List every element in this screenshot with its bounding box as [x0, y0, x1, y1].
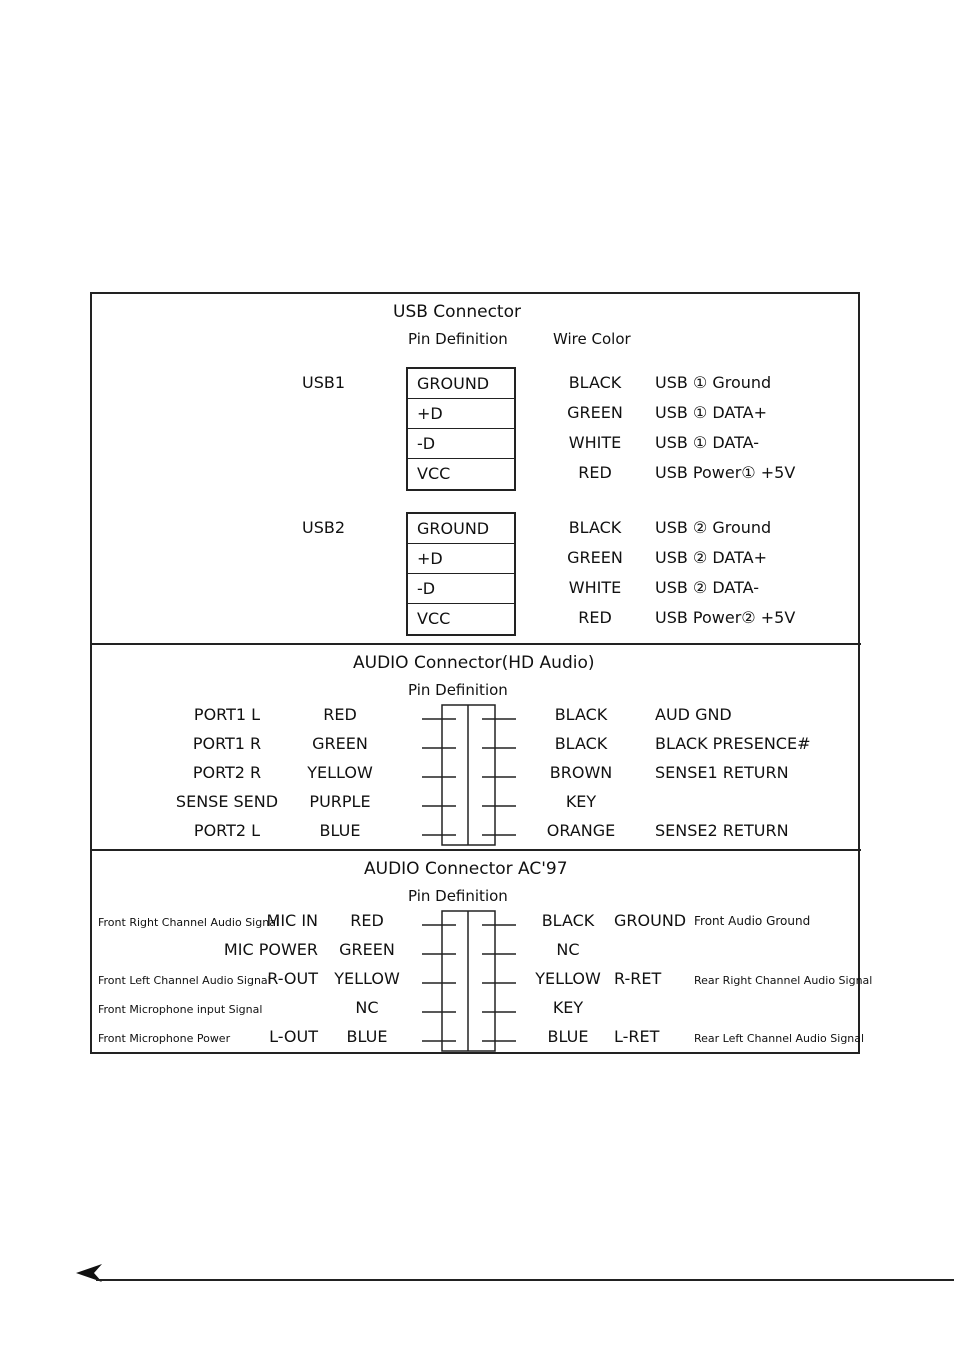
usb-pin-description: USB ② DATA-: [655, 578, 759, 597]
hd-audio-left-color: BLUE: [319, 821, 361, 840]
hd-audio-right-color: BLACK: [554, 705, 608, 724]
usb-pin-box: [406, 367, 516, 491]
back-arrow-icon: [76, 1264, 106, 1284]
hd-audio-right-signal: SENSE1 RETURN: [655, 763, 789, 782]
usb-pin-description: USB ① DATA+: [655, 403, 767, 422]
usb-pin-description: USB Power① +5V: [655, 463, 796, 482]
hd-audio-right-color: ORANGE: [546, 821, 616, 840]
ac97-right-signal: R-RET: [614, 969, 662, 988]
usb-pin-cell: -D: [408, 574, 514, 604]
ac97-left-description: Front Right Channel Audio Signal: [98, 916, 279, 929]
ac97-left-color: YELLOW: [334, 969, 400, 988]
usb-pin-cell: GROUND: [408, 514, 514, 544]
usb-wire-color: GREEN: [567, 403, 623, 422]
ac97-right-description: Front Audio Ground: [694, 914, 811, 928]
hd-audio-title: AUDIO Connector(HD Audio): [353, 653, 595, 673]
ac97-right-color: YELLOW: [535, 969, 601, 988]
usb-pin-description: USB Power② +5V: [655, 608, 796, 627]
usb-title: USB Connector: [393, 302, 521, 322]
ac97-title: AUDIO Connector AC'97: [364, 859, 568, 879]
usb-wire-color: BLACK: [568, 373, 622, 392]
usb-pin-cell: -D: [408, 429, 514, 459]
section-divider: [90, 643, 861, 645]
hd-audio-right-color: BLACK: [554, 734, 608, 753]
usb-pin-description: USB ② Ground: [655, 518, 772, 537]
ac97-left-signal: MIC IN: [266, 911, 318, 930]
ac97-right-signal: L-RET: [614, 1027, 660, 1046]
hd-audio-pin-definition-label: Pin Definition: [408, 681, 508, 699]
ac97-left-color: RED: [350, 911, 384, 930]
ac97-pin-definition-label: Pin Definition: [408, 887, 508, 905]
ac97-left-signal: L-OUT: [269, 1027, 318, 1046]
hd-audio-right-signal: SENSE2 RETURN: [655, 821, 789, 840]
usb-wire-color: WHITE: [568, 578, 622, 597]
usb-pin-description: USB ① Ground: [655, 373, 772, 392]
usb-wire-color-label: Wire Color: [553, 330, 631, 348]
ac97-left-description: Front Microphone Power: [98, 1032, 231, 1045]
hd-audio-left-signal: PORT1 R: [192, 734, 262, 753]
usb-pin-cell: +D: [408, 544, 514, 574]
hd-audio-left-signal: PORT2 R: [192, 763, 262, 782]
section-divider: [90, 849, 861, 851]
usb-pin-description: USB ② DATA+: [655, 548, 767, 567]
ac97-right-description: Rear Right Channel Audio Signal: [694, 974, 873, 987]
ac97-right-color: NC: [556, 940, 580, 959]
ac97-left-description: Front Left Channel Audio Signal: [98, 974, 271, 987]
ac97-left-color: NC: [355, 998, 379, 1017]
ac97-left-signal: R-OUT: [267, 969, 318, 988]
hd-audio-left-color: GREEN: [312, 734, 368, 753]
ac97-right-signal: GROUND: [614, 911, 687, 930]
usb-pin-cell: VCC: [417, 464, 451, 483]
hd-audio-right-signal: BLACK PRESENCE#: [655, 734, 811, 753]
usb-wire-color: BLACK: [568, 518, 622, 537]
usb-connector-label: USB1: [302, 373, 346, 392]
hd-audio-left-signal: SENSE SEND: [175, 792, 279, 811]
hd-audio-left-signal: PORT1 L: [193, 705, 261, 724]
usb-wire-color: WHITE: [568, 433, 622, 452]
ac97-right-color: BLACK: [541, 911, 595, 930]
usb-wire-color: RED: [578, 463, 612, 482]
ac97-left-signal: MIC POWER: [223, 940, 318, 959]
hd-audio-right-signal: AUD GND: [655, 705, 732, 724]
hd-audio-left-signal: PORT2 L: [193, 821, 261, 840]
ac97-left-color: BLUE: [346, 1027, 388, 1046]
usb-pin-description: USB ① DATA-: [655, 433, 759, 452]
footer-rule: [96, 1279, 954, 1281]
ac97-left-description: Front Microphone input Signal: [98, 1003, 263, 1016]
usb-pin-cell: +D: [408, 399, 514, 429]
ac97-left-color: GREEN: [339, 940, 395, 959]
usb-pin-cell: VCC: [417, 609, 451, 628]
usb-pin-definition-label: Pin Definition: [408, 330, 508, 348]
ac97-right-color: BLUE: [547, 1027, 589, 1046]
hd-audio-left-color: PURPLE: [309, 792, 371, 811]
usb-connector-label: USB2: [302, 518, 346, 537]
hd-audio-left-color: YELLOW: [307, 763, 373, 782]
usb-pin-box: [406, 512, 516, 636]
ac97-right-description: Rear Left Channel Audio Signal: [694, 1032, 865, 1045]
hd-audio-left-color: RED: [323, 705, 357, 724]
usb-wire-color: RED: [578, 608, 612, 627]
usb-wire-color: GREEN: [567, 548, 623, 567]
ac97-right-color: KEY: [552, 998, 584, 1017]
usb-pin-cell: GROUND: [408, 369, 514, 399]
hd-audio-right-color: KEY: [565, 792, 597, 811]
hd-audio-right-color: BROWN: [549, 763, 613, 782]
